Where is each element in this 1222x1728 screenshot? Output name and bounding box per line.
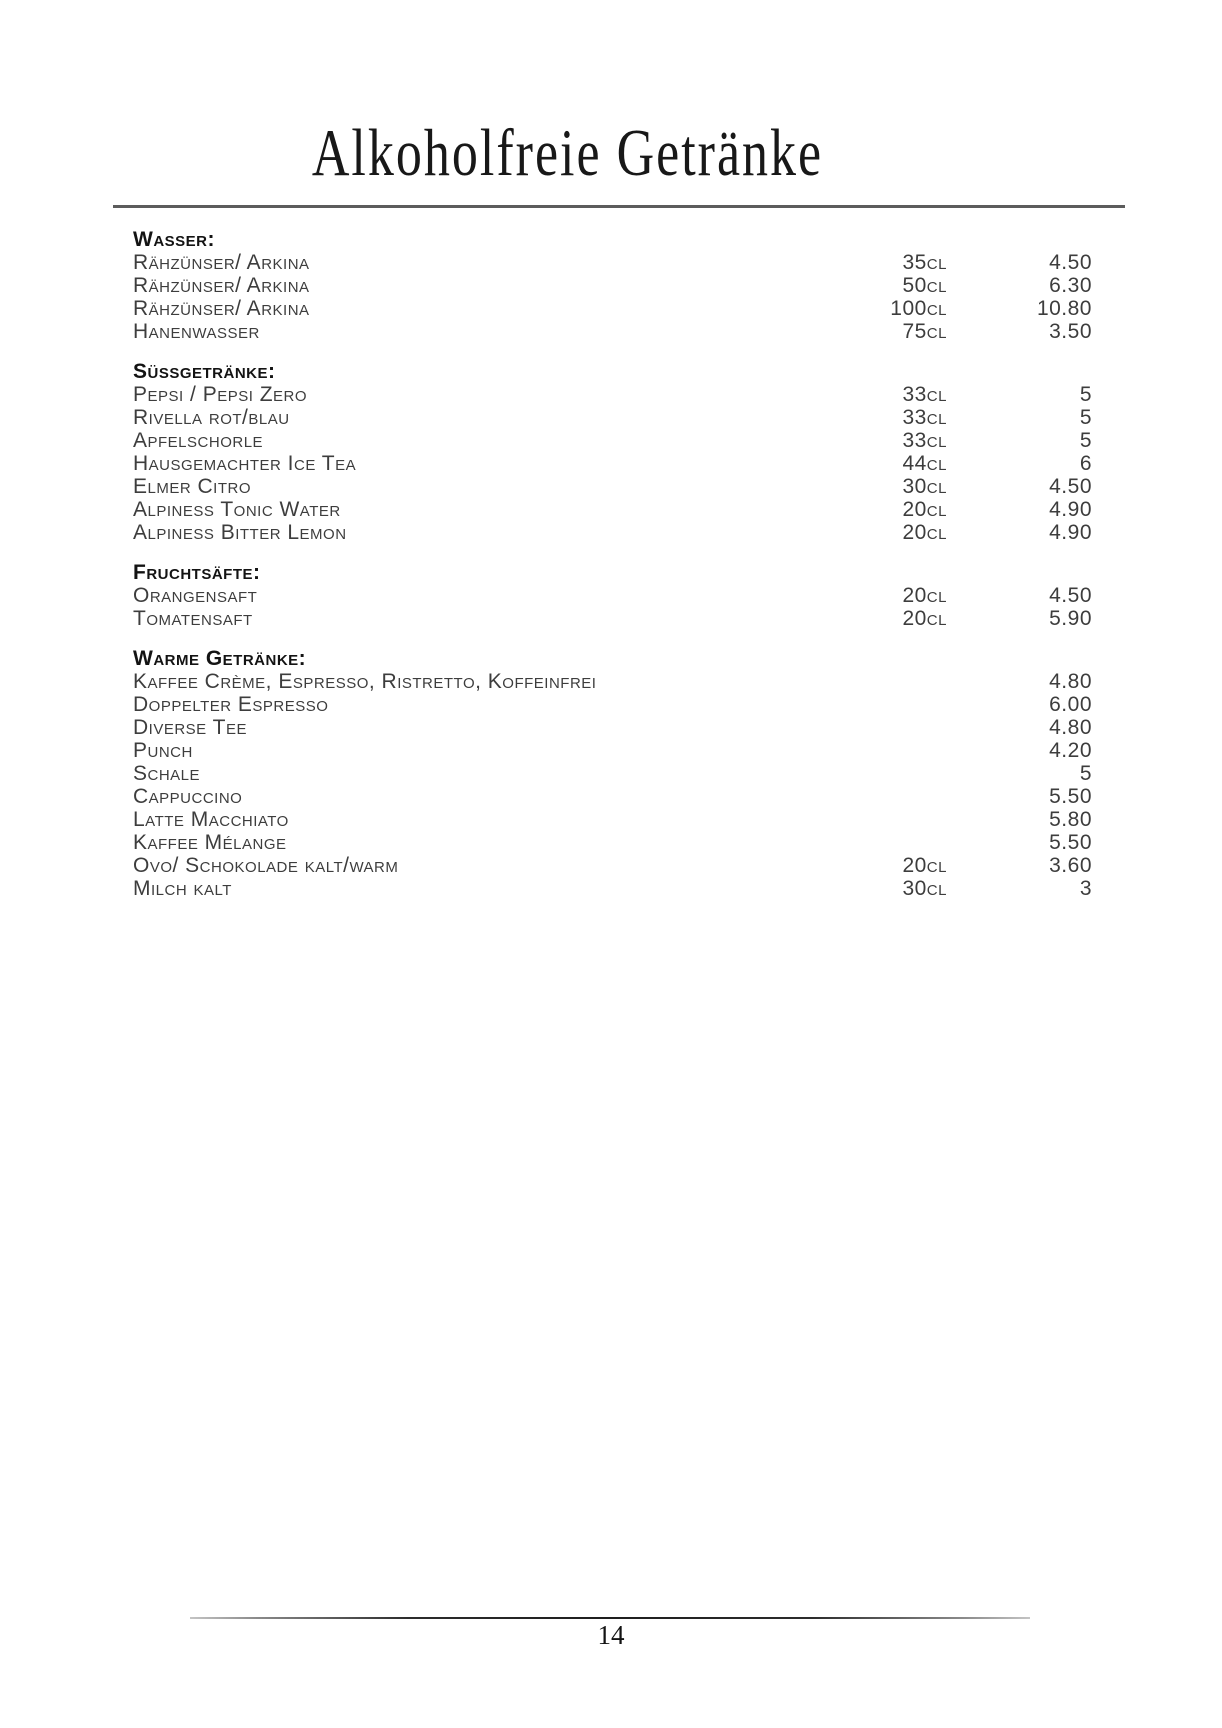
section-header: Warme Getränke: [133,647,307,670]
item-price: 5 [1079,762,1092,785]
menu-row [133,320,1092,343]
item-price: 5 [1079,429,1092,452]
item-name: Cappuccino [133,785,243,808]
menu-row [133,607,1092,630]
menu-sections [133,228,1092,900]
item-size: 44cl [902,452,947,475]
item-price: 6.30 [1049,274,1092,297]
item-price: 5.50 [1049,785,1092,808]
item-name: Diverse Tee [133,716,247,739]
item-size: 50cl [902,274,947,297]
item-size: 30cl [902,877,947,900]
item-name: Doppelter Espresso [133,693,329,716]
item-size [827,693,947,716]
item-name: Hausgemachter Ice Tea [133,452,357,475]
menu-row [133,251,1092,274]
item-price: 5.50 [1049,831,1092,854]
item-name: Alpiness Tonic Water [133,498,341,521]
menu-row [133,475,1092,498]
item-price: 3 [1079,877,1092,900]
item-price: 5.80 [1049,808,1092,831]
item-price: 4.80 [1049,670,1092,693]
menu-section [133,647,1092,900]
item-price: 5 [1079,406,1092,429]
menu-row [133,831,1092,854]
item-name: Schale [133,762,201,785]
item-name: Rähzünser/ Arkina [133,274,310,297]
item-size: 33cl [902,383,947,406]
menu-row [133,785,1092,808]
item-name: Kaffee Mélange [133,831,287,854]
item-name: Alpiness Bitter Lemon [133,521,347,544]
item-size: 20cl [902,521,947,544]
menu-row [133,584,1092,607]
menu-row [133,877,1092,900]
menu-row [133,739,1092,762]
item-size: 35cl [902,251,947,274]
title-divider [113,205,1125,208]
item-price: 5 [1079,383,1092,406]
menu-row [133,383,1092,406]
item-size [827,670,947,693]
item-size: 100cl [890,297,947,320]
item-size: 33cl [902,429,947,452]
item-name: Milch kalt [133,877,232,900]
item-name: Punch [133,739,193,762]
item-price: 4.90 [1049,521,1092,544]
item-name: Kaffee Crème, Espresso, Ristretto, Koffeinfrei [133,670,597,693]
menu-row [133,762,1092,785]
item-size [827,739,947,762]
item-price: 3.60 [1049,854,1092,877]
menu-row [133,429,1092,452]
item-price: 5.90 [1049,607,1092,630]
item-size [827,716,947,739]
item-size: 20cl [902,498,947,521]
item-name: Tomatensaft [133,607,253,630]
item-size: 75cl [902,320,947,343]
menu-row [133,274,1092,297]
item-price: 10.80 [1036,297,1092,320]
item-price: 4.90 [1049,498,1092,521]
item-price: 6 [1079,452,1092,475]
page-title: Alkoholfreie Getränke [311,117,824,191]
menu-row [133,693,1092,716]
item-name: Rähzünser/ Arkina [133,251,310,274]
item-name: Apfelschorle [133,429,264,452]
section-header: Süssgetränke: [133,360,276,383]
item-name: Elmer Citro [133,475,252,498]
item-size [827,762,947,785]
item-size: 20cl [902,607,947,630]
item-name: Hanenwasser [133,320,260,343]
item-price: 3.50 [1049,320,1092,343]
item-name: Rähzünser/ Arkina [133,297,310,320]
item-name: Ovo/ Schokolade kalt/warm [133,854,399,877]
item-price: 4.80 [1049,716,1092,739]
section-header: Wasser: [133,228,215,251]
section-header: Fruchtsäfte: [133,561,261,584]
menu-row [133,521,1092,544]
menu-section [133,228,1092,343]
menu-row [133,716,1092,739]
item-size: 20cl [902,854,947,877]
item-size: 33cl [902,406,947,429]
menu-row [133,297,1092,320]
menu-row [133,406,1092,429]
item-price: 4.20 [1049,739,1092,762]
menu-section [133,360,1092,544]
item-name: Orangensaft [133,584,258,607]
item-price: 4.50 [1049,475,1092,498]
item-price: 6.00 [1049,693,1092,716]
menu-row [133,670,1092,693]
item-name: Latte Macchiato [133,808,289,831]
menu-row [133,498,1092,521]
page-number: 14 [597,1620,625,1650]
item-size [827,785,947,808]
item-size: 20cl [902,584,947,607]
menu-section [133,561,1092,630]
menu-row [133,854,1092,877]
item-size [827,831,947,854]
menu-row [133,808,1092,831]
item-size: 30cl [902,475,947,498]
footer-divider [190,1617,1030,1619]
item-name: Rivella rot/blau [133,406,290,429]
item-price: 4.50 [1049,251,1092,274]
item-size [827,808,947,831]
item-name: Pepsi / Pepsi Zero [133,383,308,406]
menu-row [133,452,1092,475]
item-price: 4.50 [1049,584,1092,607]
